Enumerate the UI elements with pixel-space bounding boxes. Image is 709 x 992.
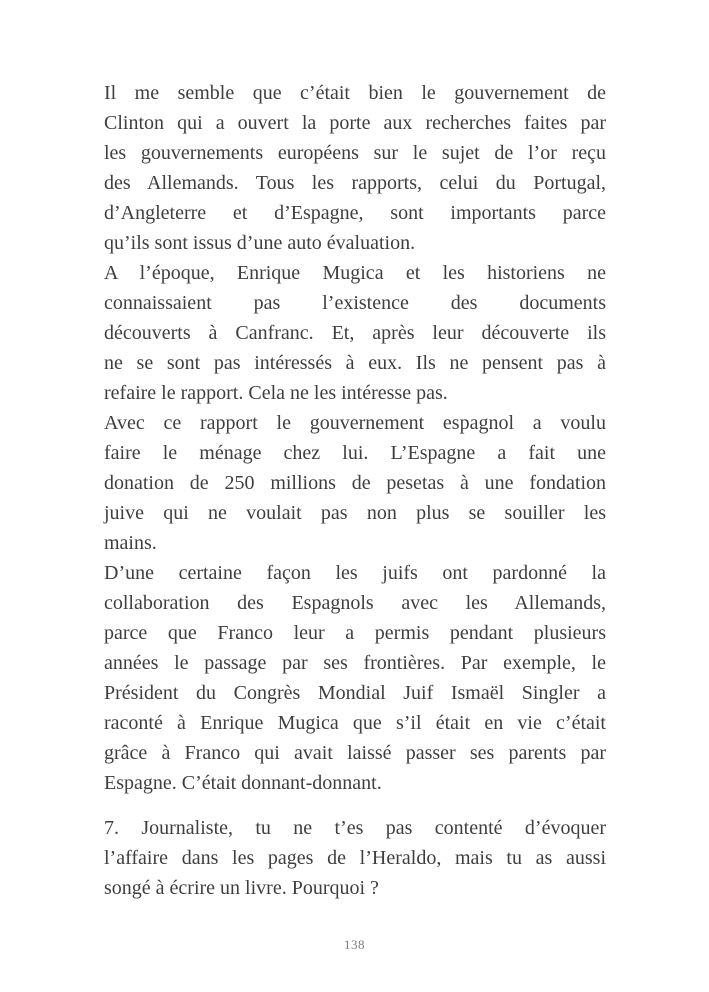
text-line: 7. Journaliste, tu ne t’es pas contenté d’évoquer: [104, 817, 606, 839]
text-line: parce que Franco leur a permis pendant plusieurs: [104, 622, 606, 644]
text-line: D’une certaine façon les juifs ont pardonné la: [104, 562, 606, 584]
paragraph: [104, 558, 606, 798]
text-line: Il me semble que c’était bien le gouvernement de: [104, 82, 606, 104]
text-line: Clinton qui a ouvert la porte aux recherches faites par: [104, 112, 606, 134]
text-line: donation de 250 millions de pesetas à une fondation: [104, 472, 606, 494]
text-line: Espagne. C’était donnant-donnant.: [104, 772, 382, 794]
text-line: juive qui ne voulait pas non plus se souiller les: [104, 502, 606, 524]
text-line: connaissaient pas l’existence des documents: [104, 292, 606, 314]
text-line: songé à écrire un livre. Pourquoi ?: [104, 877, 379, 899]
text-line: les gouvernements européens sur le sujet de l’or reçu: [104, 142, 606, 164]
text-line: A l’époque, Enrique Mugica et les historiens ne: [104, 262, 606, 284]
paragraph: [104, 258, 606, 408]
text-line: collaboration des Espagnols avec les Allemands,: [104, 592, 606, 614]
text-block: [104, 78, 606, 903]
text-line: grâce à Franco qui avait laissé passer ses parents par: [104, 742, 606, 764]
text-line: Président du Congrès Mondial Juif Ismaël Singler a: [104, 682, 606, 704]
text-line: découverts à Canfranc. Et, après leur découverte ils: [104, 322, 606, 344]
page-number: 138: [344, 937, 365, 952]
paragraph: [104, 408, 606, 558]
paragraph: [104, 813, 606, 903]
text-line: ne se sont pas intéressés à eux. Ils ne pensent pas à: [104, 352, 606, 374]
text-line: années le passage par ses frontières. Par exemple, le: [104, 652, 606, 674]
text-line: refaire le rapport. Cela ne les intéresse pas.: [104, 382, 448, 404]
text-line: raconté à Enrique Mugica que s’il était en vie c’était: [104, 712, 606, 734]
paragraph: [104, 78, 606, 258]
text-line: l’affaire dans les pages de l’Heraldo, mais tu as aussi: [104, 847, 606, 869]
text-line: d’Angleterre et d’Espagne, sont importants parce: [104, 202, 606, 224]
text-line: des Allemands. Tous les rapports, celui du Portugal,: [104, 172, 606, 194]
text-line: Avec ce rapport le gouvernement espagnol a voulu: [104, 412, 606, 434]
text-line: qu’ils sont issus d’une auto évaluation.: [104, 232, 416, 254]
text-line: mains.: [104, 532, 157, 554]
text-line: faire le ménage chez lui. L’Espagne a fait une: [104, 442, 606, 464]
